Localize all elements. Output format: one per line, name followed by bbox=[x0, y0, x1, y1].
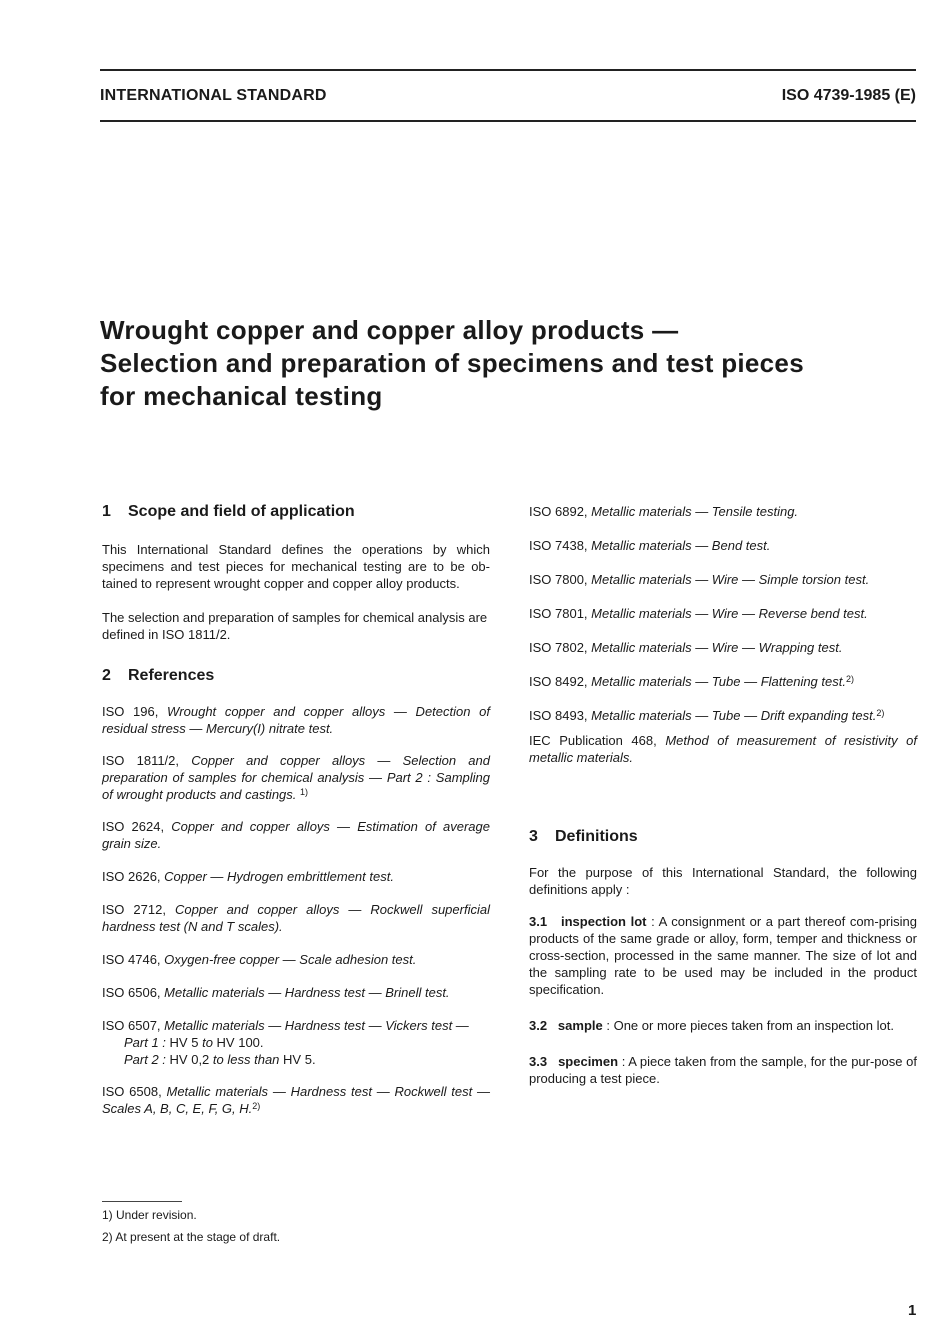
title-line-3: for mechanical testing bbox=[100, 381, 383, 411]
definition-number: 3.2 bbox=[529, 1018, 548, 1033]
reference-item: ISO 7802, Metallic materials — Wire — Wrapping test. bbox=[529, 640, 843, 655]
footnote-1: 1) Under revision. bbox=[102, 1208, 197, 1222]
footnote-2: 2) At present at the stage of draft. bbox=[102, 1230, 281, 1244]
definitions-intro: For the purpose of this International Standard, the following definitions apply : bbox=[529, 865, 917, 897]
scope-paragraph: This International Standard defines the operations by which specimens and test pieces for mechanical testing are to be ob-tained to represent wrought copper and copper alloy products. bbox=[102, 542, 490, 591]
definition-item: 3.3 specimen : A piece taken from the sample, for the pur-pose of producing a test piece. bbox=[529, 1054, 917, 1086]
header-bottom-rule bbox=[100, 120, 916, 122]
definition-term: specimen bbox=[558, 1054, 619, 1069]
reference-item: ISO 7438, Metallic materials — Bend test. bbox=[529, 538, 771, 553]
section-number: 3 bbox=[529, 828, 538, 845]
definition-item: 3.1 inspection lot : A consignment or a part thereof com-prising products of the same grade or alloy, form, temper and thickness or cross-section, processed in the same manner. The size of lot and the sampling rate to be used may be included in the product specification. bbox=[529, 914, 917, 997]
section-title: Scope and field of application bbox=[128, 503, 355, 520]
reference-subpart: Part 1 : HV 5 to HV 100. bbox=[124, 1035, 264, 1050]
footnote-ref: 2) bbox=[845, 674, 854, 684]
page-number: 1 bbox=[908, 1302, 917, 1319]
footnote-rule bbox=[102, 1201, 182, 1202]
section-3-heading bbox=[529, 827, 917, 847]
definition-number: 3.1 bbox=[529, 914, 548, 929]
reference-item: ISO 7800, Metallic materials — Wire — Simple torsion test. bbox=[529, 572, 870, 587]
section-number: 1 bbox=[102, 503, 111, 520]
reference-item: ISO 8492, Metallic materials — Tube — Flattening test.$^{2)}$ bbox=[529, 674, 854, 689]
definition-term: sample bbox=[557, 1018, 603, 1033]
footnote-ref: 1) bbox=[300, 787, 309, 797]
section-title: Definitions bbox=[555, 828, 638, 845]
reference-item: ISO 1811/2, Copper and copper alloys — Selection and preparation of samples for chemical analysis — Part 2 : Sampling of wrought products and castings. $^{1)}$ bbox=[102, 753, 490, 802]
section-title: References bbox=[128, 667, 215, 684]
document-title bbox=[100, 314, 900, 413]
footnote-ref: 2) bbox=[876, 708, 885, 718]
reference-subpart: Part 2 : HV 0,2 to less than HV 5. bbox=[124, 1052, 316, 1067]
left-column bbox=[102, 502, 490, 1117]
section-number: 2 bbox=[102, 667, 111, 684]
footnote-ref: 2) bbox=[252, 1101, 261, 1111]
document-number: ISO 4739-1985 (E) bbox=[781, 87, 916, 104]
definition-number: 3.3 bbox=[529, 1054, 548, 1069]
right-column bbox=[529, 503, 917, 1087]
section-1-heading bbox=[102, 502, 490, 522]
reference-item: ISO 6508, Metallic materials — Hardness test — Rockwell test — Scales A, B, C, E, F, G, H.$^{2)}$ bbox=[102, 1084, 490, 1116]
document-type: INTERNATIONAL STANDARD bbox=[100, 87, 327, 104]
reference-item: ISO 2626, Copper — Hydrogen embrittlement test. bbox=[102, 869, 394, 884]
reference-item: ISO 6507, Metallic materials — Hardness test — Vickers test — Part 1 : HV 5 to HV 100. Part 2 : HV 0,2 to less than HV 5. bbox=[102, 1017, 490, 1068]
reference-item: ISO 2712, Copper and copper alloys — Rockwell superficial hardness test (N and T scales). bbox=[102, 902, 490, 934]
reference-item: ISO 6892, Metallic materials — Tensile testing. bbox=[529, 504, 799, 519]
reference-item: ISO 6506, Metallic materials — Hardness test — Brinell test. bbox=[102, 985, 450, 1000]
definition-item: 3.2 sample : One or more pieces taken from an inspection lot. bbox=[529, 1018, 894, 1033]
reference-item: ISO 2624, Copper and copper alloys — Estimation of average grain size. bbox=[102, 819, 490, 851]
reference-item: IEC Publication 468, Method of measurement of resistivity of metallic materials. bbox=[529, 733, 917, 765]
reference-item: ISO 196, Wrought copper and copper alloys — Detection of residual stress — Mercury(I) nitrate test. bbox=[102, 704, 490, 736]
definition-term: inspection lot bbox=[560, 914, 647, 929]
reference-item: ISO 4746, Oxygen-free copper — Scale adhesion test. bbox=[102, 952, 417, 967]
title-line-1: Wrought copper and copper alloy products — bbox=[100, 315, 679, 345]
reference-item: ISO 7801, Metallic materials — Wire — Reverse bend test. bbox=[529, 606, 868, 621]
chemical-analysis-paragraph: The selection and preparation of samples for chemical analysis are defined in ISO 1811/2. bbox=[102, 610, 488, 642]
reference-item: ISO 8493, Metallic materials — Tube — Drift expanding test.$^{2)}$ bbox=[529, 708, 885, 723]
section-2-heading bbox=[102, 666, 490, 686]
header-top-rule bbox=[100, 69, 916, 71]
title-line-2: Selection and preparation of specimens and test pieces bbox=[100, 348, 804, 378]
